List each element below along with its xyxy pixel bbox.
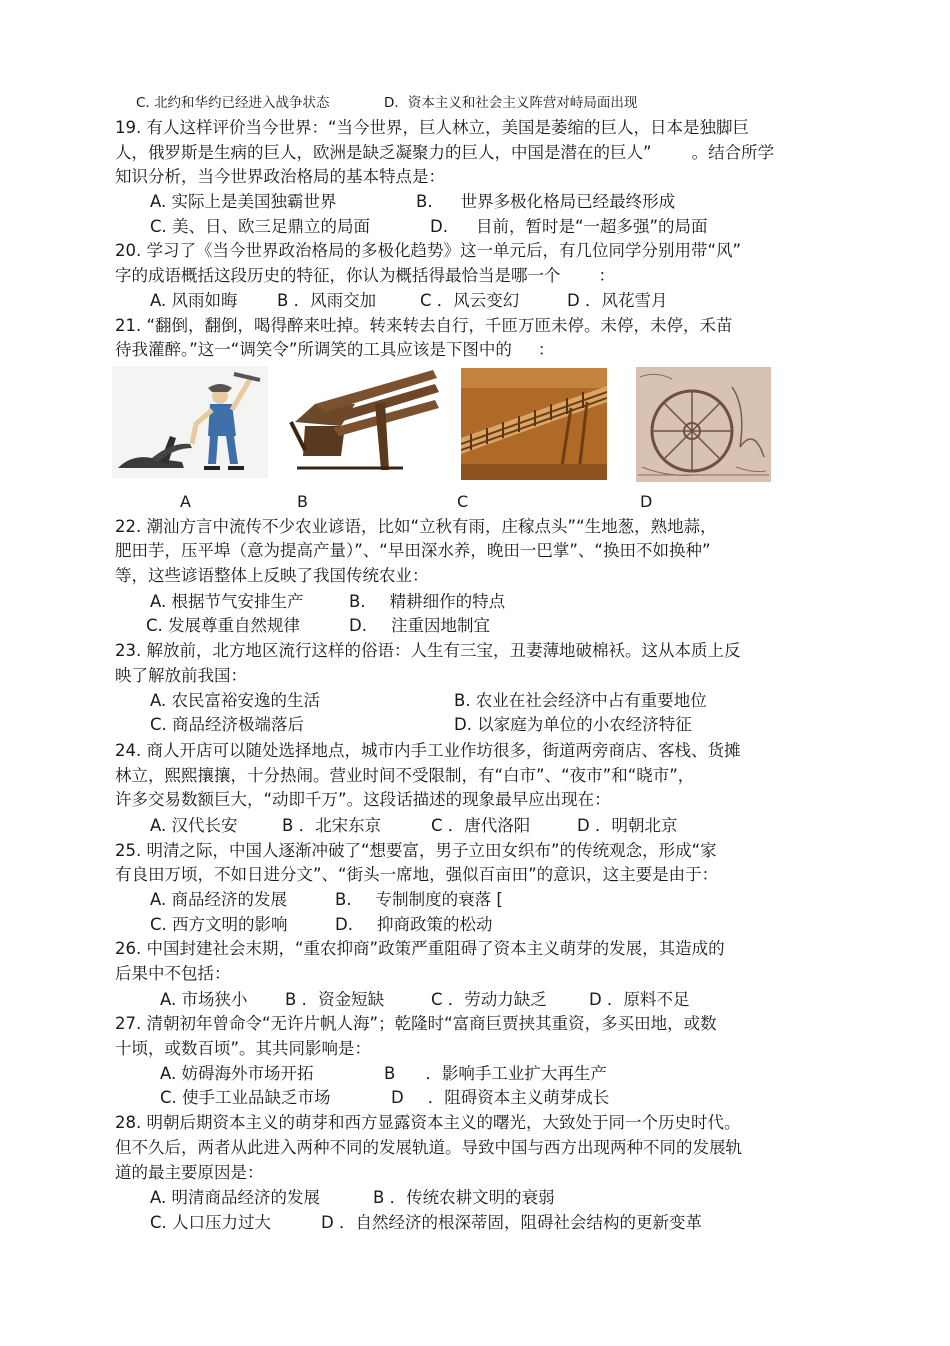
q25-option-a: A. 商品经济的发展 — [150, 890, 287, 909]
q26-option-d: D ．原料不足 — [589, 990, 690, 1009]
image-label-d: D — [640, 492, 653, 511]
q19-line2: 人，俄罗斯是生病的巨人，欧洲是缺乏凝聚力的巨人，中国是潜在的巨人” 。结合所学 — [115, 143, 775, 162]
image-label-a: A — [180, 492, 191, 511]
tool-image-c-dragon-bone-pump — [461, 368, 607, 480]
top-option-c: C. 北约和华约已经进入战争状态 — [136, 95, 330, 111]
q20-option-d: D ．风花雪月 — [567, 291, 668, 310]
q20-option-b: B ．风雨交加 — [277, 291, 377, 310]
q23-option-a: A. 农民富裕安逸的生活 — [150, 691, 320, 710]
q19-option-b: B. 世界多极化格局已经最终形成 — [416, 192, 676, 211]
q22-line3: 等，这些谚语整体上反映了我国传统农业： — [115, 566, 429, 585]
q26-option-b: B ．资金短缺 — [285, 990, 385, 1009]
q28-line1: 28. 明朝后期资本主义的萌芽和西方显露资本主义的曙光，大致处于同一个历史时代。 — [115, 1113, 741, 1132]
q27-line2: 十顷，或数百顷”。其共同影响是： — [115, 1039, 372, 1058]
q23-line2: 映了解放前我国： — [115, 666, 247, 685]
q24-line1: 24. 商人开店可以随处选择地点，城市内手工业作坊很多，街道两旁商店、客栈、货摊 — [115, 741, 741, 760]
q25-option-b: B. 专制制度的衰落 [ — [335, 890, 503, 909]
q24-option-b: B ．北宋东京 — [282, 816, 382, 835]
q26-line1: 26. 中国封建社会末期，“重农抑商”政策严重阻碍了资本主义萌芽的发展，其造成的 — [115, 939, 725, 958]
q21-line2: 待我灌醉。”这一“调笑令”所调笑的工具应该是下图中的 ： — [115, 340, 555, 359]
q23-option-b: B. 农业在社会经济中占有重要地位 — [454, 691, 707, 710]
q22-option-a: A. 根据节气安排生产 — [150, 592, 304, 611]
q23-line1: 23. 解放前，北方地区流行这样的俗语：人生有三宝，丑妻薄地破棉袄。这从本质上反 — [115, 641, 741, 660]
q24-option-d: D ．明朝北京 — [577, 816, 678, 835]
q28-line3: 道的最主要原因是： — [115, 1163, 264, 1182]
q27-option-b: B ．影响手工业扩大再生产 — [384, 1064, 607, 1083]
q23-option-c: C. 商品经济极端落后 — [150, 715, 305, 734]
q20-option-a: A. 风雨如晦 — [150, 291, 238, 310]
q27-line1: 27. 清朝初年曾命令“无许片帆人海”；乾隆时“富商巨贾挟其重资，多买田地，或数 — [115, 1014, 717, 1033]
q22-option-b: B. 精耕细作的特点 — [349, 592, 506, 611]
q27-option-d: D ．阻碍资本主义萌芽成长 — [391, 1088, 610, 1107]
q27-option-a: A. 妨碍海外市场开拓 — [160, 1064, 314, 1083]
q22-line1: 22. 潮汕方言中流传不少农业谚语，比如“立秋有雨，庄稼点头”“生地葱，熟地蒜， — [115, 517, 717, 536]
q25-line2: 有良田万顷，不如日进分文”、“街头一席地，强似百亩田”的意识，这主要是由于： — [115, 865, 719, 884]
tool-image-b-water-wheel-machine — [285, 364, 445, 476]
q28-option-b: B ．传统农耕文明的衰弱 — [373, 1188, 555, 1207]
top-option-d: D．资本主义和社会主义阵营对峙局面出现 — [384, 95, 638, 111]
q25-line1: 25. 明清之际，中国人逐渐冲破了“想要富，男子立田女织布”的传统观念，形成“家 — [115, 841, 717, 860]
q22-option-d: D. 注重因地制宜 — [349, 616, 490, 635]
tool-image-d-noria-woodcut — [636, 367, 771, 482]
q19-line1: 19. 有人这样评价当今世界：“当今世界，巨人林立，美国是萎缩的巨人，日本是独脚巨 — [115, 118, 750, 137]
q26-option-a: A. 市场狭小 — [160, 990, 248, 1009]
q24-line2: 林立，熙熙攘攘，十分热闹。营业时间不受限制，有“白市”、“夜市”和“晓市”， — [115, 766, 695, 785]
q22-option-c: C. 发展尊重自然规律 — [146, 616, 301, 635]
q28-option-c: C. 人口压力过大 — [150, 1213, 272, 1232]
q26-option-c: C ．劳动力缺乏 — [431, 990, 547, 1009]
q24-option-c: C ．唐代洛阳 — [431, 816, 531, 835]
q19-line3: 知识分析，当今世界政治格局的基本特点是： — [115, 167, 445, 186]
q23-option-d: D. 以家庭为单位的小农经济特征 — [454, 715, 692, 734]
image-label-b: B — [297, 492, 308, 511]
q25-option-c: C. 西方文明的影响 — [150, 915, 288, 934]
q19-option-d: D. 目前，暂时是“一超多强”的局面 — [430, 217, 708, 236]
q19-option-c: C. 美、日、欧三足鼎立的局面 — [150, 217, 371, 236]
q22-line2: 肥田芋，压平埠（意为提高产量）”、“早田深水养，晚田一巴掌”、“换田不如换种” — [115, 541, 711, 560]
q26-line2: 后果中不包括： — [115, 964, 231, 983]
q20-option-c: C ．风云变幻 — [420, 291, 520, 310]
q19-option-a: A. 实际上是美国独霸世界 — [150, 192, 337, 211]
q25-option-d: D. 抑商政策的松动 — [335, 915, 493, 934]
q24-line3: 许多交易数额巨大，“动即千万”。这段话描述的现象最早应出现在： — [115, 790, 611, 809]
q28-line2: 但不久后，两者从此进入两种不同的发展轨道。导致中国与西方出现两种不同的发展轨 — [115, 1138, 742, 1157]
tool-image-a-plough — [112, 366, 268, 478]
q24-option-a: A. 汉代长安 — [150, 816, 238, 835]
q20-line2: 字的成语概括这段历史的特征，你认为概括得最恰当是哪一个 ： — [115, 266, 615, 285]
q28-option-d: D ．自然经济的根深蒂固，阻碍社会结构的更新变革 — [321, 1213, 702, 1232]
q27-option-c: C. 使手工业品缺乏市场 — [160, 1088, 331, 1107]
q21-line1: 21. “翻倒，翻倒，喝得醉来吐掉。转来转去自行，千匝万匝未停。未停，未停，禾苗 — [115, 316, 733, 335]
image-label-c: C — [457, 492, 469, 511]
q20-line1: 20. 学习了《当今世界政治格局的多极化趋势》这一单元后，有几位同学分别用带“风” — [115, 241, 742, 260]
q28-option-a: A. 明清商品经济的发展 — [150, 1188, 320, 1207]
